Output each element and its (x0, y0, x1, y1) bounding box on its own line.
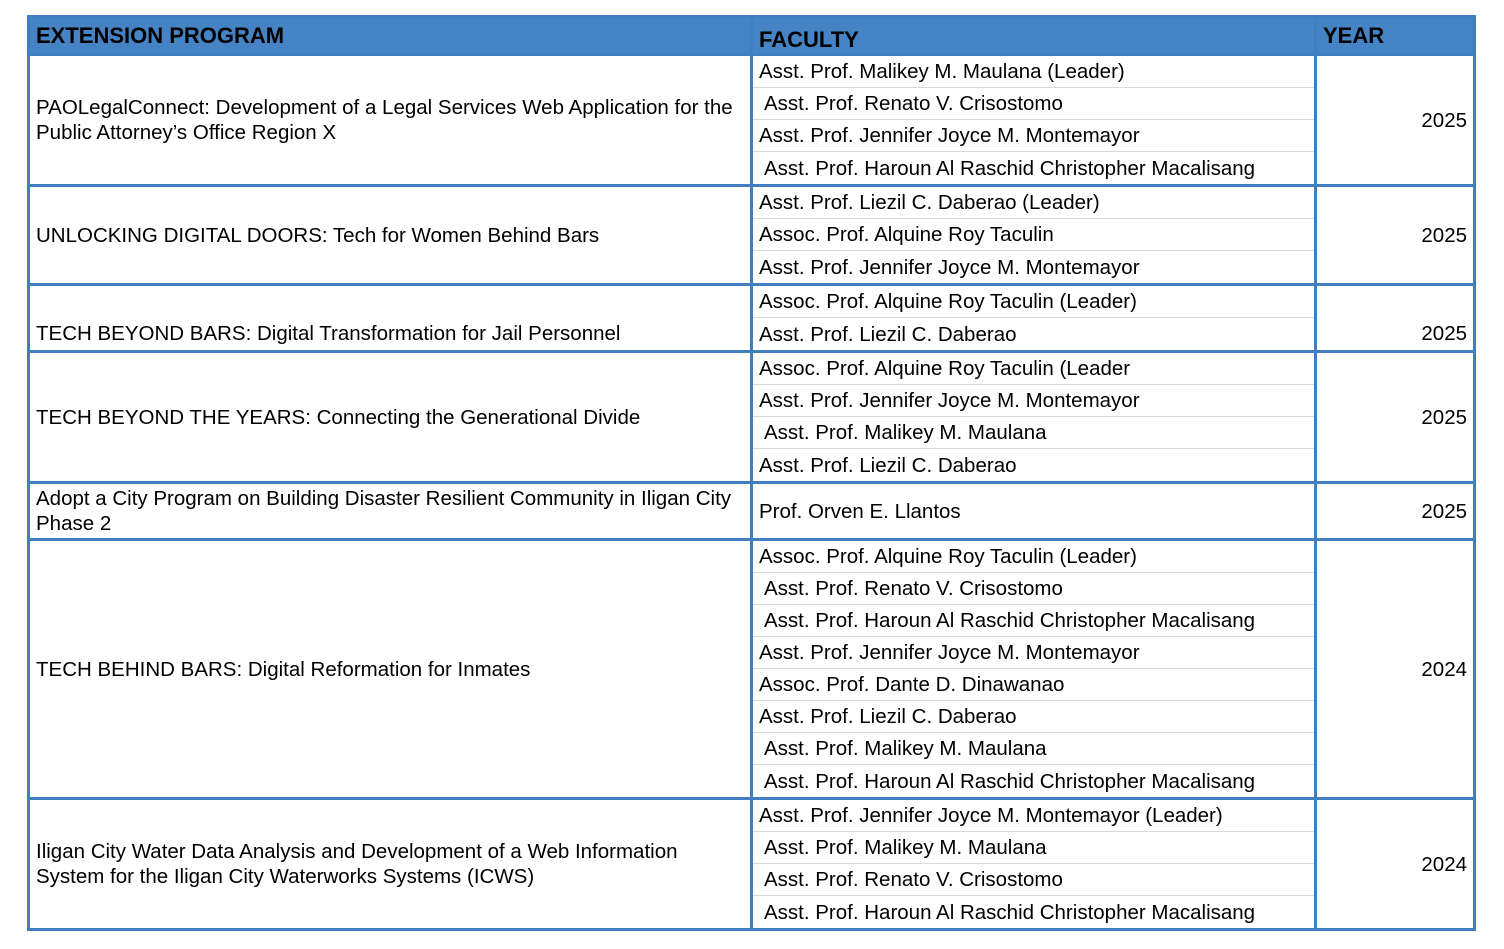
table-row (29, 352, 1475, 483)
faculty-member: Assoc. Prof. Alquine Roy Taculin (Leader) (753, 286, 1314, 318)
faculty-member: Asst. Prof. Jennifer Joyce M. Montemayor (759, 255, 1140, 279)
program-title: Iligan City Water Data Analysis and Development of a Web Information System for the Iligan City Waterworks Systems (ICWS) (36, 840, 678, 888)
faculty-member: Asst. Prof. Renato V. Crisostomo (753, 573, 1314, 605)
program-cell (29, 55, 752, 186)
faculty-member: Prof. Orven E. Llantos (759, 499, 961, 523)
faculty-member: Asst. Prof. Malikey M. Maulana (753, 417, 1314, 449)
faculty-cell (752, 352, 1316, 483)
faculty-member: Asst. Prof. Jennifer Joyce M. Montemayor (753, 120, 1314, 152)
faculty-cell (752, 186, 1316, 285)
faculty-member: Asst. Prof. Malikey M. Maulana (753, 832, 1314, 864)
header-year: YEAR (1316, 17, 1475, 55)
table-row (29, 285, 1475, 352)
faculty-member: Assoc. Prof. Dante D. Dinawanao (753, 669, 1314, 701)
faculty-member: Asst. Prof. Liezil C. Daberao (Leader) (753, 187, 1314, 219)
faculty-cell (752, 483, 1316, 540)
year-cell: 2025 (1316, 483, 1475, 540)
faculty-member: Asst. Prof. Malikey M. Maulana (753, 733, 1314, 765)
faculty-cell (752, 540, 1316, 799)
faculty-member: Assoc. Prof. Alquine Roy Taculin (Leader (753, 353, 1314, 385)
year-cell: 2024 (1316, 799, 1475, 930)
faculty-member: Asst. Prof. Haroun Al Raschid Christopher Macalisang (764, 156, 1256, 180)
program-title: TECH BEHIND BARS: Digital Reformation for Inmates (36, 657, 531, 681)
program-cell (29, 483, 752, 540)
program-title: UNLOCKING DIGITAL DOORS: Tech for Women Behind Bars (36, 223, 600, 247)
program-cell (29, 186, 752, 285)
faculty-member: Asst. Prof. Jennifer Joyce M. Montemayor (Leader) (753, 800, 1314, 832)
table-row (29, 55, 1475, 186)
faculty-member: Asst. Prof. Renato V. Crisostomo (753, 864, 1314, 896)
table-header-row (29, 17, 1475, 55)
faculty-member: Assoc. Prof. Alquine Roy Taculin (Leader) (753, 541, 1314, 573)
faculty-member: Asst. Prof. Haroun Al Raschid Christopher Macalisang (753, 605, 1314, 637)
program-cell (29, 352, 752, 483)
program-title: PAOLegalConnect: Development of a Legal Services Web Application for the Public Attorney’s Office Region X (36, 96, 733, 144)
header-extension-program: EXTENSION PROGRAM (29, 17, 752, 55)
year-cell: 2024 (1316, 540, 1475, 799)
year-cell: 2025 (1316, 352, 1475, 483)
faculty-member: Asst. Prof. Liezil C. Daberao (753, 701, 1314, 733)
faculty-member: Asst. Prof. Jennifer Joyce M. Montemayor (753, 385, 1314, 417)
program-title: TECH BEYOND BARS: Digital Transformation for Jail Personnel (36, 322, 621, 345)
year-cell: 2025 (1316, 55, 1475, 186)
program-cell (29, 285, 752, 352)
table-row (29, 540, 1475, 799)
faculty-member: Asst. Prof. Jennifer Joyce M. Montemayor (753, 637, 1314, 669)
extension-programs-table (27, 15, 1476, 931)
faculty-member: Asst. Prof. Liezil C. Daberao (759, 453, 1017, 477)
table-row (29, 483, 1475, 540)
program-title: TECH BEYOND THE YEARS: Connecting the Generational Divide (36, 405, 641, 429)
program-title: Adopt a City Program on Building Disaster Resilient Community in Iligan City Phase 2 (36, 487, 732, 535)
faculty-member: Asst. Prof. Renato V. Crisostomo (753, 88, 1314, 120)
faculty-member: Assoc. Prof. Alquine Roy Taculin (753, 219, 1314, 251)
table-row (29, 186, 1475, 285)
faculty-cell (752, 285, 1316, 352)
faculty-cell (752, 799, 1316, 930)
program-cell (29, 540, 752, 799)
faculty-member: Asst. Prof. Liezil C. Daberao (759, 322, 1017, 346)
faculty-member: Asst. Prof. Haroun Al Raschid Christopher Macalisang (764, 900, 1256, 924)
table-row (29, 799, 1475, 930)
year-cell: 2025 (1316, 285, 1475, 352)
year-cell: 2025 (1316, 186, 1475, 285)
faculty-member: Asst. Prof. Malikey M. Maulana (Leader) (753, 56, 1314, 88)
faculty-member: Asst. Prof. Haroun Al Raschid Christopher Macalisang (764, 769, 1256, 793)
header-faculty: FACULTY (752, 17, 1316, 55)
faculty-cell (752, 55, 1316, 186)
program-cell (29, 799, 752, 930)
